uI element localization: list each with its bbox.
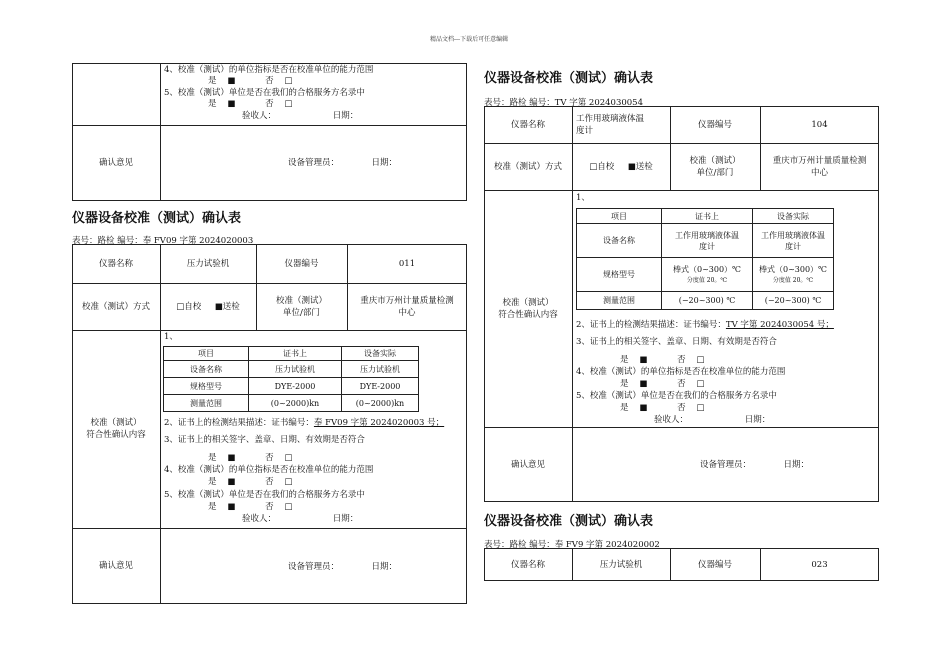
col-item: 项目 (577, 209, 662, 224)
comparison-table (576, 208, 834, 310)
instrument-name-value: 压力试验机 (599, 559, 643, 570)
unit-value: 重庆市万州计量质量检测 中心 (360, 295, 454, 318)
yes-label: 是 (208, 99, 217, 109)
item4-text: 4、校准（测试）的单位指标是否在校准单位的能力范围 (164, 465, 374, 475)
method-options (160, 283, 256, 330)
yes-checkbox[interactable]: ■ (227, 76, 236, 86)
cert-name: 压力试验机 (249, 361, 342, 378)
no-checkbox[interactable]: □ (284, 502, 293, 512)
form-a-meta: 表号：路检 编号：奉 FV09 字第 2024020003 (72, 236, 254, 246)
no-checkbox[interactable]: □ (284, 76, 293, 86)
yes-label: 是 (620, 379, 629, 389)
yes-label: 是 (208, 477, 217, 487)
no-checkbox[interactable]: □ (696, 355, 705, 365)
actual-model-cell (753, 258, 834, 292)
col-actual: 设备实际 (342, 347, 419, 361)
instrument-name-label: 仪器名称 (510, 119, 545, 130)
no-label: 否 (265, 76, 274, 86)
yes-label: 是 (208, 453, 217, 463)
cert-number: TV 字第 2024030054 号； (725, 320, 834, 330)
item1-text: 1、 (576, 193, 590, 203)
no-checkbox[interactable]: □ (284, 477, 293, 487)
row-name: 设备名称 (164, 361, 249, 378)
form-c-title: 仪器设备校准（测试）确认表 (484, 514, 654, 529)
self-cal-checkbox[interactable]: □自校 (176, 301, 202, 312)
row-model: 规格型号 (164, 378, 249, 395)
unit-label: 校准（测试） 单位/部门 (689, 155, 741, 178)
item5-text: 5、校准（测试）单位是否在我们的合格服务方名录中 (164, 490, 365, 500)
no-checkbox[interactable]: □ (696, 403, 705, 413)
no-checkbox[interactable]: □ (696, 379, 705, 389)
form-c-meta: 表号：路检 编号：奉 FV9 字第 2024020002 (484, 540, 660, 550)
no-checkbox[interactable]: □ (284, 99, 293, 109)
instrument-no-label: 仪器编号 (697, 119, 732, 130)
row-name: 设备名称 (577, 224, 662, 258)
item2-text: 2、证书上的检测结果描述：证书编号： (576, 320, 726, 330)
comparison-table (163, 346, 419, 412)
form-a-title: 仪器设备校准（测试）确认表 (72, 211, 242, 226)
manager-label: 设备管理员： (288, 158, 340, 168)
date-label: 日期： (744, 415, 771, 425)
yes-checkbox[interactable]: ■ (227, 477, 236, 487)
conformity-label: 校准（测试） 符合性确认内容 (498, 297, 558, 320)
cert-range: (0~2000)kn (249, 395, 342, 412)
cert-name: 工作用玻璃液体温 度计 (662, 224, 753, 258)
receiver-label: 验收人： (242, 111, 277, 121)
date-label: 日期： (371, 562, 397, 572)
item5-text: 5、校准（测试）单位是否在我们的合格服务方名录中 (576, 391, 777, 401)
instrument-name-value: 压力试验机 (186, 258, 230, 269)
no-label: 否 (677, 403, 686, 413)
actual-model: DYE-2000 (342, 378, 419, 395)
instrument-name-label: 仪器名称 (98, 258, 133, 269)
no-label: 否 (265, 453, 274, 463)
yes-label: 是 (620, 355, 629, 365)
yes-checkbox[interactable]: ■ (639, 355, 648, 365)
no-label: 否 (265, 477, 274, 487)
actual-division: 分度值 20。℃ (772, 276, 814, 284)
method-label: 校准（测试）方式 (493, 161, 562, 172)
confirm-label: 确认意见 (98, 561, 133, 571)
date-label: 日期： (783, 460, 809, 470)
no-label: 否 (677, 355, 686, 365)
item4-text: 4、校准（测试）的单位指标是否在校准单位的能力范围 (576, 367, 786, 377)
instrument-no-label: 仪器编号 (284, 258, 319, 269)
conformity-label: 校准（测试） 符合性确认内容 (86, 418, 146, 440)
cert-range: (−20~300) ℃ (662, 292, 753, 310)
instrument-name-value: 工作用玻璃液体温 度计 (576, 113, 645, 136)
actual-range: (0~2000)kn (342, 395, 419, 412)
cert-number: 奉 FV09 字第 2024020003 号； (313, 418, 445, 428)
no-checkbox[interactable]: □ (284, 453, 293, 463)
item4-text: 4、校准（测试）的单位指标是否在校准单位的能力范围 (164, 65, 374, 75)
date-label: 日期： (332, 111, 359, 121)
yes-label: 是 (620, 403, 629, 413)
yes-checkbox[interactable]: ■ (227, 502, 236, 512)
instrument-no-label: 仪器编号 (697, 559, 732, 570)
send-cal-checkbox[interactable]: ■送检 (627, 161, 653, 172)
item1-text: 1、 (164, 332, 178, 342)
no-label: 否 (677, 379, 686, 389)
actual-range: (−20~300) ℃ (753, 292, 834, 310)
manager-label: 设备管理员： (700, 460, 752, 470)
form-b-meta: 表号：路检 编号：TV 字第 2024030054 (484, 98, 643, 108)
cert-model: DYE-2000 (249, 378, 342, 395)
unit-label: 校准（测试） 单位/部门 (275, 295, 327, 318)
item3-text: 3、证书上的相关签字、盖章、日期、有效期是否符合 (576, 337, 777, 347)
yes-checkbox[interactable]: ■ (639, 379, 648, 389)
actual-model: 棒式（0~300）℃ (758, 264, 827, 274)
method-options (572, 143, 670, 190)
col-item: 项目 (164, 347, 249, 361)
self-cal-checkbox[interactable]: □自校 (589, 161, 615, 172)
row-model: 规格型号 (577, 258, 662, 292)
instrument-no-value: 023 (811, 559, 828, 570)
cert-model-cell (662, 258, 753, 292)
no-label: 否 (265, 99, 274, 109)
cert-model: 棒式（0~300）℃ (672, 264, 741, 274)
actual-name: 压力试验机 (342, 361, 419, 378)
yes-label: 是 (208, 502, 217, 512)
instrument-name-label: 仪器名称 (510, 559, 545, 570)
form-b-title: 仪器设备校准（测试）确认表 (484, 71, 654, 86)
no-label: 否 (265, 502, 274, 512)
instrument-no-value: 011 (398, 258, 416, 269)
item5-text: 5、校准（测试）单位是否在我们的合格服务方名录中 (164, 88, 365, 98)
row-range: 测量范围 (164, 395, 249, 412)
instrument-no-value: 104 (811, 119, 828, 130)
yes-label: 是 (208, 76, 217, 86)
unit-value: 重庆市万州计量质量检测 中心 (772, 155, 867, 178)
item3-text: 3、证书上的相关签字、盖章、日期、有效期是否符合 (164, 435, 365, 445)
cert-division: 分度值 20。℃ (686, 276, 728, 284)
yes-checkbox[interactable]: ■ (227, 99, 236, 109)
actual-name: 工作用玻璃液体温 度计 (753, 224, 834, 258)
item2-text: 2、证书上的检测结果描述：证书编号： (164, 418, 314, 428)
col-cert: 证书上 (249, 347, 342, 361)
row-range: 测量范围 (577, 292, 662, 310)
method-label: 校准（测试）方式 (81, 301, 150, 312)
yes-checkbox[interactable]: ■ (227, 453, 236, 463)
confirm-label: 确认意见 (98, 158, 133, 168)
date-label: 日期： (371, 158, 397, 168)
col-cert: 证书上 (662, 209, 753, 224)
confirm-label: 确认意见 (510, 459, 545, 470)
col-actual: 设备实际 (753, 209, 834, 224)
send-cal-checkbox[interactable]: ■送检 (214, 301, 240, 312)
receiver-label: 验收人： (242, 514, 277, 524)
date-label: 日期： (332, 514, 359, 524)
yes-checkbox[interactable]: ■ (639, 403, 648, 413)
manager-label: 设备管理员： (288, 562, 340, 572)
header-note: 精品文档---下载后可任意编辑 (430, 36, 509, 43)
receiver-label: 验收人： (654, 415, 689, 425)
